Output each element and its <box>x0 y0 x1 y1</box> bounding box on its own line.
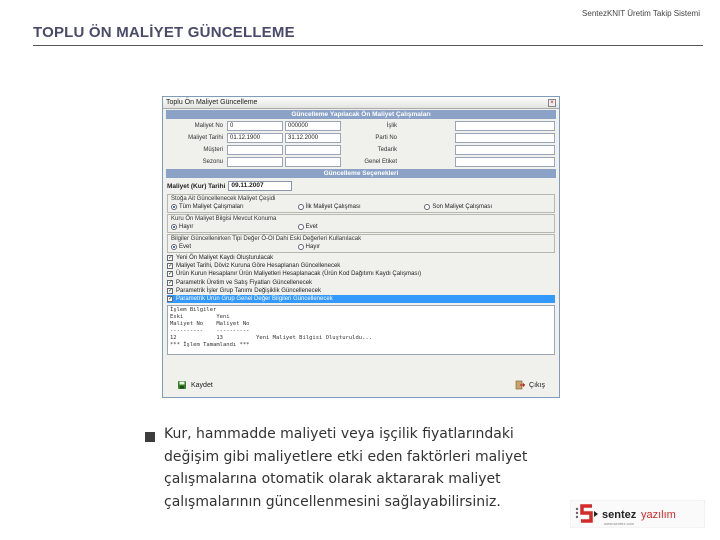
checkbox-checked-icon[interactable]: ✓ <box>168 271 174 278</box>
radio-all-costs[interactable]: Tüm Maliyet Çalışmaları <box>171 203 298 211</box>
radio-no[interactable]: Hayır <box>298 243 425 251</box>
field-label: Parti No <box>375 135 397 141</box>
radio-first-cost[interactable]: İlk Maliyet Çalışması <box>298 203 425 211</box>
value-policy-group <box>167 234 555 253</box>
radio-icon[interactable] <box>171 224 177 230</box>
season-from-input[interactable] <box>227 157 283 167</box>
radio-icon[interactable] <box>298 224 304 230</box>
season-to-input[interactable] <box>285 157 341 167</box>
option-checkbox[interactable]: ✓ Yeni Ön Maliyet Kaydı Oluşturulacak <box>168 255 274 262</box>
exit-button-label: Çıkış <box>529 381 545 389</box>
checkbox-checked-icon[interactable]: ✓ <box>168 263 174 270</box>
log-line: Maliyet No Maliyet No <box>170 321 250 328</box>
radio-icon[interactable] <box>298 244 304 250</box>
section-header-options: Güncelleme Seçenekleri <box>166 169 556 178</box>
save-button-label: Kaydet <box>191 381 213 389</box>
cost-no-to-input[interactable]: 000000 <box>285 121 341 131</box>
window-title: Toplu Ön Maliyet Güncelleme <box>166 99 258 106</box>
islik-input[interactable] <box>455 121 555 131</box>
rate-date-input[interactable]: 09.11.2007 <box>228 181 292 191</box>
window-footer <box>163 377 559 393</box>
radio-icon[interactable] <box>424 204 430 210</box>
rate-info-group <box>167 214 555 233</box>
field-label: Maliyet No <box>194 123 223 129</box>
radio-no[interactable]: Hayır <box>171 223 298 231</box>
log-line: 12 13 Yeni Maliyet Bilgisi Oluşturuldu... <box>170 335 373 342</box>
close-icon[interactable]: × <box>548 99 556 107</box>
cost-no-from-input[interactable]: 0 <box>227 121 283 131</box>
radio-last-cost[interactable]: Son Maliyet Çalışması <box>424 203 551 211</box>
option-checkbox[interactable]: ✓ Parametrik Üretim ve Satış Fiyatları Güncellenecek <box>168 279 313 286</box>
parti-input[interactable] <box>455 133 555 143</box>
log-line: İşlem Bilgiler <box>170 307 217 314</box>
cost-date-to-input[interactable]: 31.12.2000 <box>285 133 341 143</box>
customer-from-input[interactable] <box>227 145 283 155</box>
update-options-list <box>167 254 555 303</box>
app-window <box>162 96 560 398</box>
option-checkbox[interactable]: ✓ Ürün Kurun Hesaplanır Ürün Maliyetleri Hesaplanacak (Ürün Kod Dağıtımı Kaydı Çalışması) <box>168 271 422 278</box>
sentez-logo <box>570 500 705 528</box>
description-text: Kur, hammadde maliyeti veya işçilik fiyatlarındaki değişim gibi maliyetlere etki eden faktörleri maliyet çalışmalarına otomatik olarak aktararak maliyet çalışmalarının güncellenmesini sağlayabilirsiniz. <box>164 426 528 510</box>
cost-type-group <box>167 194 555 213</box>
cost-date-from-input[interactable]: 01.12.1900 <box>227 133 283 143</box>
bullet-square-icon <box>145 432 155 442</box>
genel-etiket-input[interactable] <box>455 157 555 167</box>
save-button[interactable] <box>177 377 213 393</box>
log-line: ---------- ---------- <box>170 328 250 335</box>
log-line: *** İşlem Tamamlandı *** <box>170 342 250 349</box>
field-label: Tedarik <box>377 147 397 153</box>
filter-form <box>163 120 559 168</box>
checkbox-checked-icon[interactable]: ✓ <box>168 296 174 303</box>
tedarik-input[interactable] <box>455 145 555 155</box>
title-divider <box>33 45 703 46</box>
customer-to-input[interactable] <box>285 145 341 155</box>
checkbox-checked-icon[interactable]: ✓ <box>168 255 174 262</box>
field-label: Genel Etiket <box>364 159 397 165</box>
radio-icon[interactable] <box>298 204 304 210</box>
checkbox-checked-icon[interactable]: ✓ <box>168 287 174 294</box>
group-title: Kuru Ön Maliyet Bilgisi Mevcut Konuma <box>171 216 277 222</box>
radio-icon[interactable] <box>171 244 177 250</box>
group-title: Stoğa Ait Güncellenecek Maliyet Çeşidi <box>171 196 276 202</box>
window-titlebar <box>163 97 559 109</box>
logo-url: www.sentez.com <box>604 521 635 526</box>
radio-yes[interactable]: Evet <box>298 223 425 231</box>
process-log <box>167 305 555 355</box>
exit-button[interactable] <box>515 377 545 393</box>
checkbox-checked-icon[interactable]: ✓ <box>168 279 174 286</box>
rate-date-row <box>163 179 559 193</box>
exit-icon <box>515 380 525 390</box>
logo-suffix: yazılım <box>641 509 676 521</box>
option-checkbox[interactable]: ✓ Parametrik İşler Grup Tanımı Değişiklik Güncellenecek <box>168 287 321 294</box>
radio-yes[interactable]: Evet <box>171 243 298 251</box>
page-title: TOPLU ÖN MALİYET GÜNCELLEME <box>33 24 295 41</box>
rate-date-label: Maliyet (Kur) Tarihi <box>167 182 226 190</box>
field-label: Sezonu <box>202 159 223 165</box>
option-checkbox[interactable]: ✓ Maliyet Tarihi, Döviz Kuruna Göre Hesaplanan Güncellenecek <box>168 263 341 270</box>
log-line: Eski Yeni <box>170 314 230 321</box>
group-title: Bilgiler Güncellenirken Tipi Değer Ö-Ol Dahi Eski Değerleri Kullanılacak <box>171 236 362 242</box>
field-label: Maliyet Tarihi <box>188 135 223 141</box>
section-header-filter: Güncelleme Yapılacak Ön Maliyet Çalışmaları <box>166 110 556 119</box>
field-label: İşlik <box>386 123 397 129</box>
save-icon <box>177 380 187 390</box>
brand-text: SentezKNIT Üretim Takip Sistemi <box>582 9 700 18</box>
logo-text: sentez <box>602 509 637 521</box>
option-checkbox-selected[interactable]: ✓ Parametrik Ürün Grup Genel Değer Bilgileri Güncellenecek <box>167 295 555 303</box>
radio-icon[interactable] <box>171 204 177 210</box>
field-label: Müşteri <box>203 147 223 153</box>
